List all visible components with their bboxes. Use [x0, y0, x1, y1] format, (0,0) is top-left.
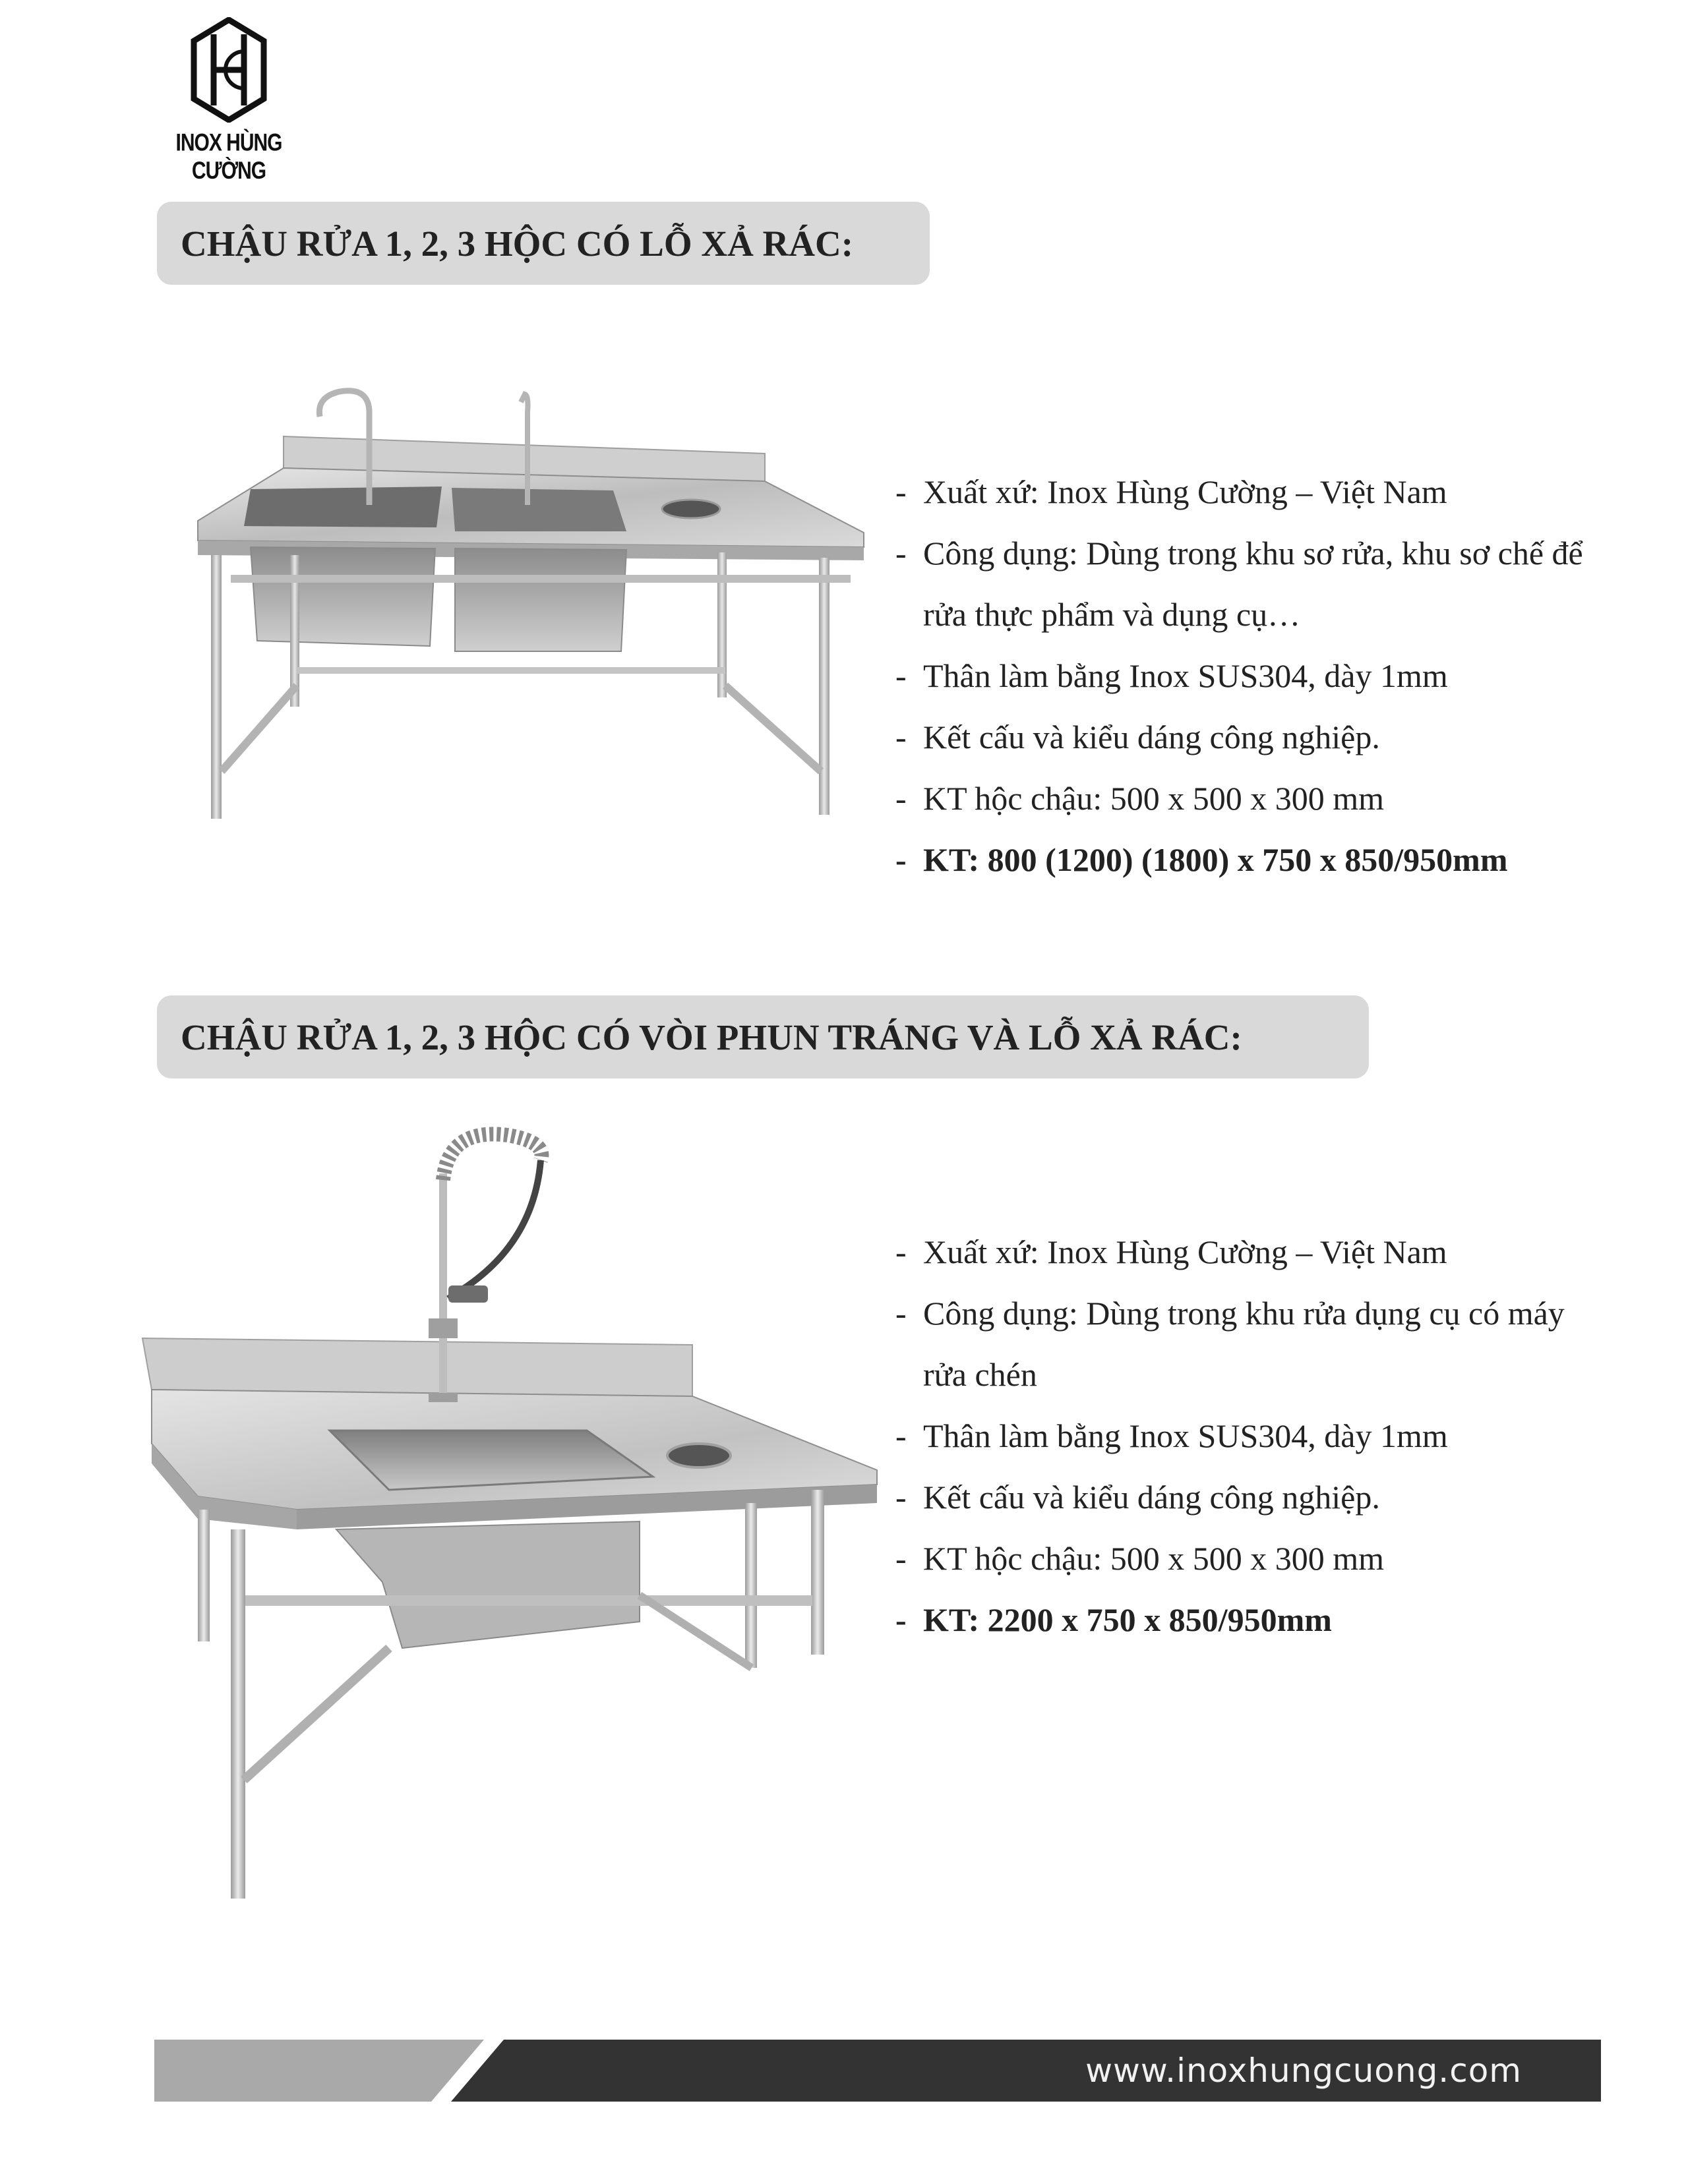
spec-material: - Thân làm bằng Inox SUS304, dày 1mm: [895, 657, 1448, 694]
brand-name: INOX HÙNG CƯỜNG: [175, 129, 282, 185]
spec-usage: - Công dụng: Dùng trong khu rửa dụng cụ có máy rửa chén: [895, 1295, 1565, 1393]
hc-hexagon-monogram-icon: [190, 17, 268, 123]
spec-origin: - Xuất xứ: Inox Hùng Cường – Việt Nam: [895, 473, 1447, 510]
spec-usage: - Công dụng: Dùng trong khu sơ rửa, khu sơ chế để rửa thực phẩm và dụng cụ…: [895, 535, 1583, 633]
spec-material: - Thân làm bằng Inox SUS304, dày 1mm: [895, 1417, 1448, 1454]
double-basin-sink-with-waste-hole-photo: [191, 376, 877, 831]
section-heading-1: CHẬU RỬA 1, 2, 3 HỘC CÓ LỖ XẢ RÁC:: [157, 202, 930, 285]
spec-overall-size: - KT: 2200 x 750 x 850/950mm: [895, 1601, 1332, 1638]
spec-overall-size: - KT: 800 (1200) (1800) x 750 x 850/950mm: [895, 841, 1508, 878]
spec-list-1: [895, 461, 1583, 891]
spec-structure: - Kết cấu và kiểu dáng công nghiệp.: [895, 1479, 1380, 1516]
spec-basin-size: - KT hộc chậu: 500 x 500 x 300 mm: [895, 1540, 1384, 1577]
brand-logo: [153, 17, 305, 185]
spec-structure: - Kết cấu và kiểu dáng công nghiệp.: [895, 719, 1380, 755]
spec-basin-size: - KT hộc chậu: 500 x 500 x 300 mm: [895, 780, 1384, 817]
sink-with-pre-rinse-spray-faucet-photo: [138, 1121, 884, 1925]
section-heading-2: CHẬU RỬA 1, 2, 3 HỘC CÓ VÒI PHUN TRÁNG VÀ LỖ XẢ RÁC:: [157, 995, 1369, 1078]
spec-list-2: [895, 1222, 1565, 1651]
spec-origin: - Xuất xứ: Inox Hùng Cường – Việt Nam: [895, 1233, 1447, 1270]
footer-banner: [154, 2040, 1601, 2102]
website-link[interactable]: www.inoxhungcuong.com: [1085, 2051, 1522, 2090]
